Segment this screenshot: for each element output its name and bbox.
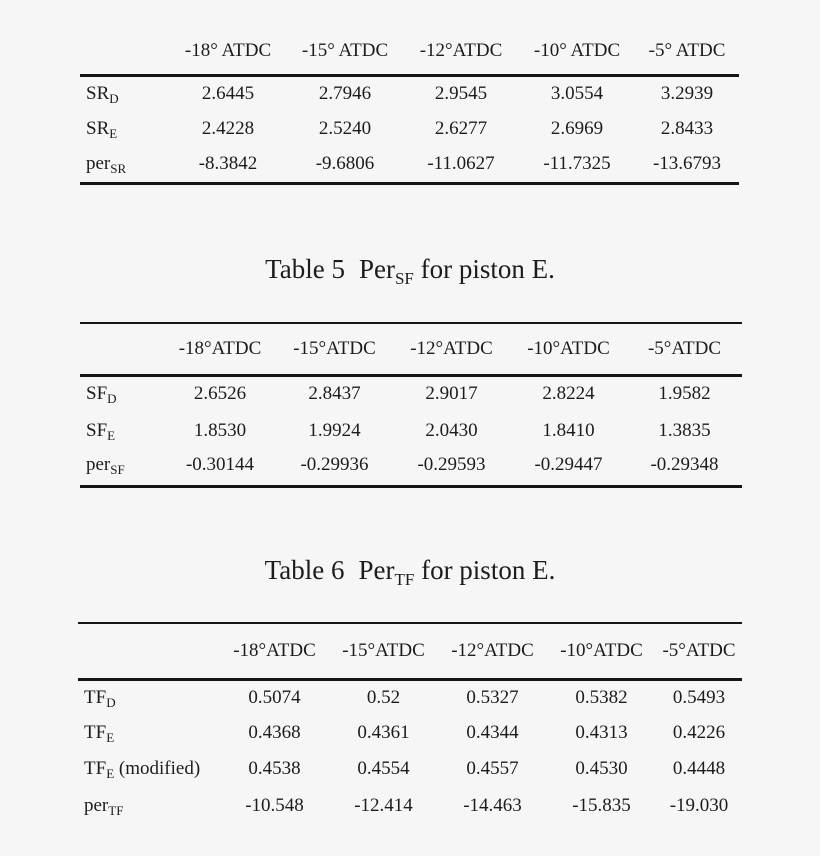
cell-value: 0.52 (366, 686, 401, 708)
row-label: per$_{SF}$ (86, 453, 125, 477)
column-header: -5°ATDC (647, 337, 722, 359)
table-row (80, 375, 742, 412)
table-4-continued (80, 30, 739, 185)
column-header: -12°ATDC (451, 639, 534, 661)
cell-value: 2.8437 (308, 383, 361, 405)
cell-value: -0.29936 (300, 453, 369, 475)
cell-value: 2.6445 (201, 82, 255, 104)
table-6-caption: Table 6 Per$_{TF}$ for piston E. (264, 555, 556, 589)
cell-value: 2.8224 (542, 383, 595, 405)
header-row (78, 623, 742, 679)
cell-value: -19.030 (669, 795, 729, 816)
column-header: -18°ATDC (178, 337, 262, 359)
corner-cell (80, 30, 169, 75)
column-header: -15°ATDC (293, 337, 376, 359)
column-header: -18°ATDC (233, 639, 316, 661)
cell-value: 0.4538 (248, 758, 301, 779)
cell-value: 1.3835 (658, 419, 711, 441)
column-header: -10°ATDC (527, 337, 610, 359)
cell-value: 2.6277 (434, 118, 488, 139)
cell-value: 1.9924 (308, 419, 361, 441)
cell-value: -9.6806 (315, 153, 375, 175)
cell-value: -10.548 (245, 795, 304, 816)
cell-value: -15.835 (572, 795, 631, 816)
cell-value: 0.4368 (248, 722, 301, 743)
column-header: -12°ATDC (410, 337, 493, 359)
row-label: $TF_E$ (modified) (84, 758, 201, 781)
row-label: $TF_E$ (84, 722, 115, 745)
table-5 (80, 322, 742, 488)
cell-value: 1.9582 (658, 383, 711, 405)
cell-value: 0.4530 (575, 758, 628, 779)
cell-value: 2.7946 (318, 82, 372, 104)
cell-value: 2.6969 (550, 118, 604, 139)
header-row (80, 323, 742, 375)
row-label: $SF_D$ (86, 383, 117, 407)
table-6 (78, 622, 742, 825)
row-label: $SR_E$ (86, 118, 118, 141)
cell-value: -0.30144 (185, 453, 255, 475)
cell-value: -12.414 (354, 795, 413, 816)
table-row (78, 787, 742, 825)
column-header: -15° ATDC (301, 39, 389, 61)
table-row (78, 679, 742, 715)
cell-value: -14.463 (463, 795, 522, 816)
table-5-caption: Table 5 Per$_{SF}$ for piston E. (265, 254, 555, 288)
table-row (80, 412, 742, 449)
corner-cell (78, 623, 220, 679)
cell-value: -0.29593 (417, 453, 486, 475)
cell-value: -0.29447 (534, 453, 603, 475)
cell-value: 2.9545 (434, 82, 488, 104)
table-row (80, 147, 739, 183)
column-header: -15°ATDC (342, 639, 425, 661)
cell-value: 0.4361 (357, 722, 410, 743)
column-header: -12°ATDC (419, 39, 503, 61)
cell-value: 0.4557 (466, 758, 519, 779)
corner-cell (80, 323, 164, 375)
row-label: $SF_E$ (86, 419, 116, 443)
cell-value: 2.4228 (201, 118, 255, 139)
cell-value: 2.0430 (425, 419, 478, 441)
column-header: -10°ATDC (560, 639, 643, 661)
cell-value: 2.9017 (425, 383, 478, 405)
cell-value: 0.4313 (575, 722, 628, 743)
cell-value: 0.4226 (672, 722, 726, 743)
row-label: $TF_D$ (84, 686, 116, 710)
table-row (78, 751, 742, 787)
row-label: $SR_D$ (86, 82, 119, 106)
cell-value: 3.0554 (550, 82, 604, 104)
cell-value: 0.5493 (672, 686, 726, 708)
cell-value: 0.5382 (575, 686, 628, 708)
column-header: -5°ATDC (662, 639, 736, 661)
cell-value: 0.4554 (357, 758, 410, 779)
cell-value: -0.29348 (650, 453, 719, 475)
table-row (78, 715, 742, 751)
cell-value: 2.6526 (193, 383, 247, 405)
cell-value: 2.5240 (318, 118, 372, 139)
cell-value: 0.4448 (672, 758, 726, 779)
column-header: -18° ATDC (184, 39, 272, 61)
cell-value: 0.5074 (248, 686, 301, 708)
table-row (80, 111, 739, 147)
header-row (80, 30, 739, 75)
cell-value: 2.8433 (660, 118, 714, 139)
cell-value: -11.7325 (543, 153, 611, 175)
cell-value: -13.6793 (652, 153, 722, 175)
row-label: per$_{SR}$ (86, 153, 127, 177)
column-header: -10° ATDC (533, 39, 621, 61)
cell-value: 0.4344 (466, 722, 519, 743)
cell-value: -8.3842 (198, 153, 258, 175)
cell-value: 0.5327 (466, 686, 519, 708)
cell-value: 1.8530 (193, 419, 247, 441)
table-row (80, 449, 742, 486)
cell-value: -11.0627 (427, 153, 495, 175)
column-header: -5° ATDC (648, 39, 726, 61)
table-row (80, 75, 739, 111)
row-label: per$_{TF}$ (84, 795, 124, 818)
cell-value: 3.2939 (660, 82, 714, 104)
cell-value: 1.8410 (542, 419, 595, 441)
